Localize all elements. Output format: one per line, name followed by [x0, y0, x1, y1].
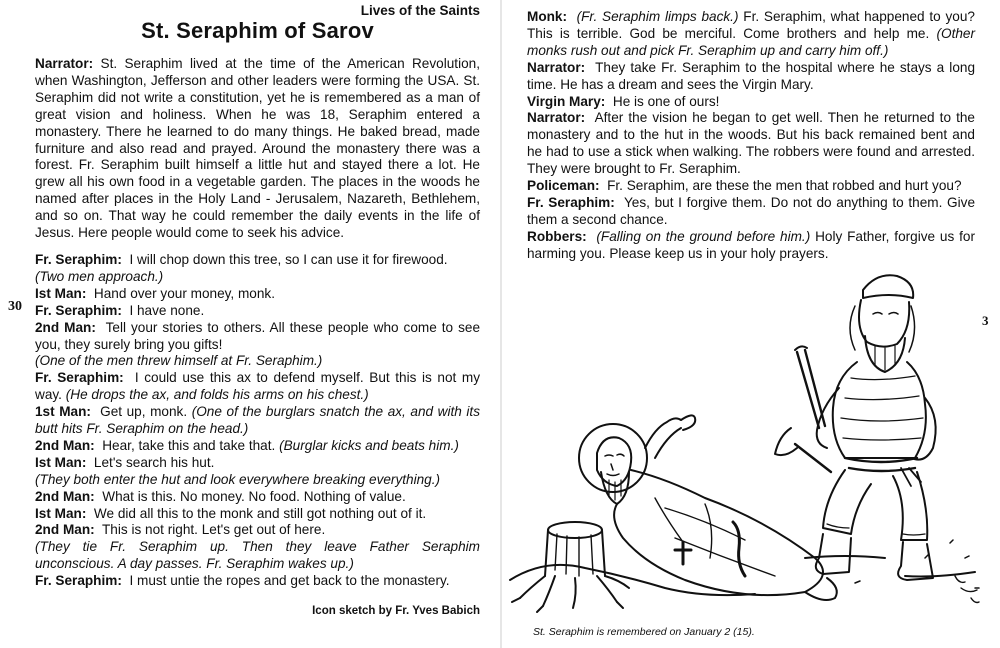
- dialogue-text: Hear, take this and take that.: [102, 437, 276, 453]
- dialogue-line: [35, 286, 480, 303]
- robber-figure: [795, 275, 936, 580]
- dialogue-line: [527, 110, 975, 178]
- stage-direction: (One of the men threw himself at Fr. Seraphim.): [35, 353, 323, 369]
- speaker-label: Policeman:: [527, 178, 600, 194]
- speaker-label: 2nd Man:: [35, 319, 96, 335]
- speaker-label: Fr. Seraphim:: [527, 194, 615, 210]
- hat-icon: [863, 275, 913, 298]
- dialogue-text: Let's search his hut.: [93, 454, 215, 470]
- dialogue-line: [35, 353, 480, 370]
- dialogue-text: Get up, monk.: [100, 404, 188, 420]
- ground-marks: [855, 540, 979, 588]
- dialogue-line: [35, 370, 480, 404]
- left-dialogue: [35, 252, 480, 590]
- dialogue-text: What is this. No money. No food. Nothing of value.: [102, 488, 406, 504]
- stage-direction: (Burglar kicks and beats him.): [279, 437, 459, 453]
- dialogue-line: [35, 573, 480, 590]
- page-number-left: 30: [8, 299, 22, 314]
- dialogue-text: Fr. Seraphim, are these the men that robbed and hurt you?: [607, 178, 962, 194]
- right-dialogue: [527, 9, 975, 263]
- stage-direction: (Fr. Seraphim limps back.): [576, 9, 739, 24]
- dialogue-text: This is not right. Let's get out of here.: [101, 522, 326, 538]
- page-gutter: [500, 0, 502, 648]
- stage-direction: (They both enter the hut and look everywhere breaking everything.): [35, 471, 441, 487]
- dialogue-text: I must untie the ropes and get back to the monastery.: [129, 573, 450, 589]
- dialogue-text: Yes, but I forgive them. Do not do anything to them. Give them a second chance.: [527, 194, 976, 227]
- speaker-label: Fr. Seraphim:: [35, 370, 124, 386]
- stage-direction: (Other monks rush out and pick Fr. Seraphim up and carry him off.): [527, 25, 975, 58]
- dialogue-line: [35, 455, 480, 472]
- dialogue-text: He is one of ours!: [612, 93, 720, 109]
- dialogue-line: [527, 60, 975, 94]
- cross-icon: [675, 542, 691, 564]
- speaker-label: 2nd Man:: [35, 437, 95, 453]
- page-number-right: 3: [982, 313, 989, 328]
- dialogue-text: I will chop down this tree, so I can use it for firewood.: [129, 251, 448, 267]
- dialogue-text: I could use this ax to defend myself. But this is not my way.: [35, 370, 480, 403]
- speaker-label: Fr. Seraphim:: [35, 573, 122, 589]
- speaker-label: Ist Man:: [35, 285, 87, 301]
- left-body-text: [35, 56, 480, 590]
- speaker-label: 2nd Man:: [35, 522, 95, 538]
- dialogue-line: [527, 94, 975, 111]
- dialogue-text: They take Fr. Seraphim to the hospital where he stays a long time. He has a dream and sees the Virgin Mary.: [527, 59, 976, 92]
- dialogue-line: [35, 252, 480, 269]
- dialogue-line: [35, 522, 480, 539]
- dialogue-text: Tell your stories to others. All these people who come to see you, they surely bring you gifts!: [35, 319, 480, 352]
- page-title: St. Seraphim of Sarov: [141, 18, 374, 43]
- speaker-label: Fr. Seraphim:: [35, 251, 122, 267]
- dialogue-line: [35, 404, 480, 438]
- speaker-label: Narrator:: [527, 110, 586, 126]
- dialogue-text: Hand over your money, monk.: [93, 285, 276, 301]
- left-page: [35, 0, 480, 648]
- fallen-monk-figure: [579, 415, 837, 600]
- series-title: Lives of the Saints: [360, 3, 480, 18]
- stage-direction: (He drops the ax, and folds his arms on his chest.): [65, 387, 369, 403]
- dialogue-line: [527, 195, 975, 229]
- stage-direction: (They tie Fr. Seraphim up. Then they leave Father Seraphim unconscious. A day passes. Fr. Seraphim wakes up.): [35, 539, 480, 572]
- dialogue-text: After the vision he began to get well. Then he returned to the monastery and to the hut in the woods. But his back remained bent and he had to use a stick when walking. The robbers were found and arrested. They were brought to Fr. Seraphim.: [527, 110, 975, 177]
- speaker-label: Ist Man:: [35, 505, 87, 521]
- dialogue-line: [35, 539, 480, 573]
- dialogue-line: [35, 269, 480, 286]
- narration-text: St. Seraphim lived at the time of the American Revolution, when Washington, Jefferson and other leaders were forming the USA. St. Seraphim did not write a constitution, yet he is remembered as a man of great vision and holiness. When he was 18, Seraphim entered a monastery. There he learned to do many things. He baked bread, made furniture and also read and prayed. Around the monastery there was a forest. Fr. Seraphim built himself a little hut and stayed there a lot. He grew all his own food in a vegetable garden. The places in the woods he named after places in the Holy Land - Jerusalem, Nazareth, Bethlehem, and so on. That way he could remember the daily events in the life of Jesus. Here people would come to seek his advice.: [35, 56, 480, 241]
- icon-sketch-illustration: [505, 258, 995, 630]
- speaker-label: Narrator:: [35, 56, 94, 71]
- axe-icon: [775, 428, 831, 472]
- speaker-label: Ist Man:: [35, 454, 87, 470]
- tree-stump-icon: [512, 522, 629, 612]
- speaker-label: Fr. Seraphim:: [35, 302, 122, 318]
- stage-direction: (One of the burglars snatch the ax, and with its butt hits Fr. Seraphim on the head.): [35, 404, 481, 437]
- speaker-label: 1st Man:: [35, 404, 91, 420]
- dialogue-line: [35, 506, 480, 523]
- stage-direction: (Two men approach.): [35, 268, 164, 284]
- dialogue-line: [35, 320, 480, 354]
- dialogue-line: [527, 9, 975, 60]
- dialogue-text: I have none.: [129, 302, 205, 318]
- dialogue-line: [35, 489, 480, 506]
- dialogue-line: [35, 438, 480, 455]
- narration-paragraph: [35, 56, 480, 242]
- speaker-label: Narrator:: [527, 59, 586, 75]
- speaker-label: Robbers:: [527, 228, 587, 244]
- dialogue-text: We did all this to the monk and still got nothing out of it.: [93, 505, 427, 521]
- dialogue-text: Fr. Seraphim, what happened to you? This is terrible. God be merciful. Come brothers and help me.: [527, 9, 975, 41]
- dialogue-line: [35, 303, 480, 320]
- dialogue-line: [35, 472, 480, 489]
- speaker-label: 2nd Man:: [35, 488, 95, 504]
- speaker-label: Monk:: [527, 9, 568, 24]
- dialogue-line: [527, 178, 975, 195]
- stage-direction: (Falling on the ground before him.): [596, 228, 811, 244]
- halo-icon: [579, 424, 647, 492]
- illustration-credit: Icon sketch by Fr. Yves Babich: [312, 605, 480, 617]
- figure-caption: St. Seraphim is remembered on January 2 (15).: [533, 626, 755, 638]
- artist-signature: [955, 576, 979, 603]
- speaker-label: Virgin Mary:: [527, 93, 606, 109]
- dialogue-text: Holy Father, forgive us for harming you. Please keep us in your holy prayers.: [527, 228, 975, 261]
- rope: [733, 522, 745, 576]
